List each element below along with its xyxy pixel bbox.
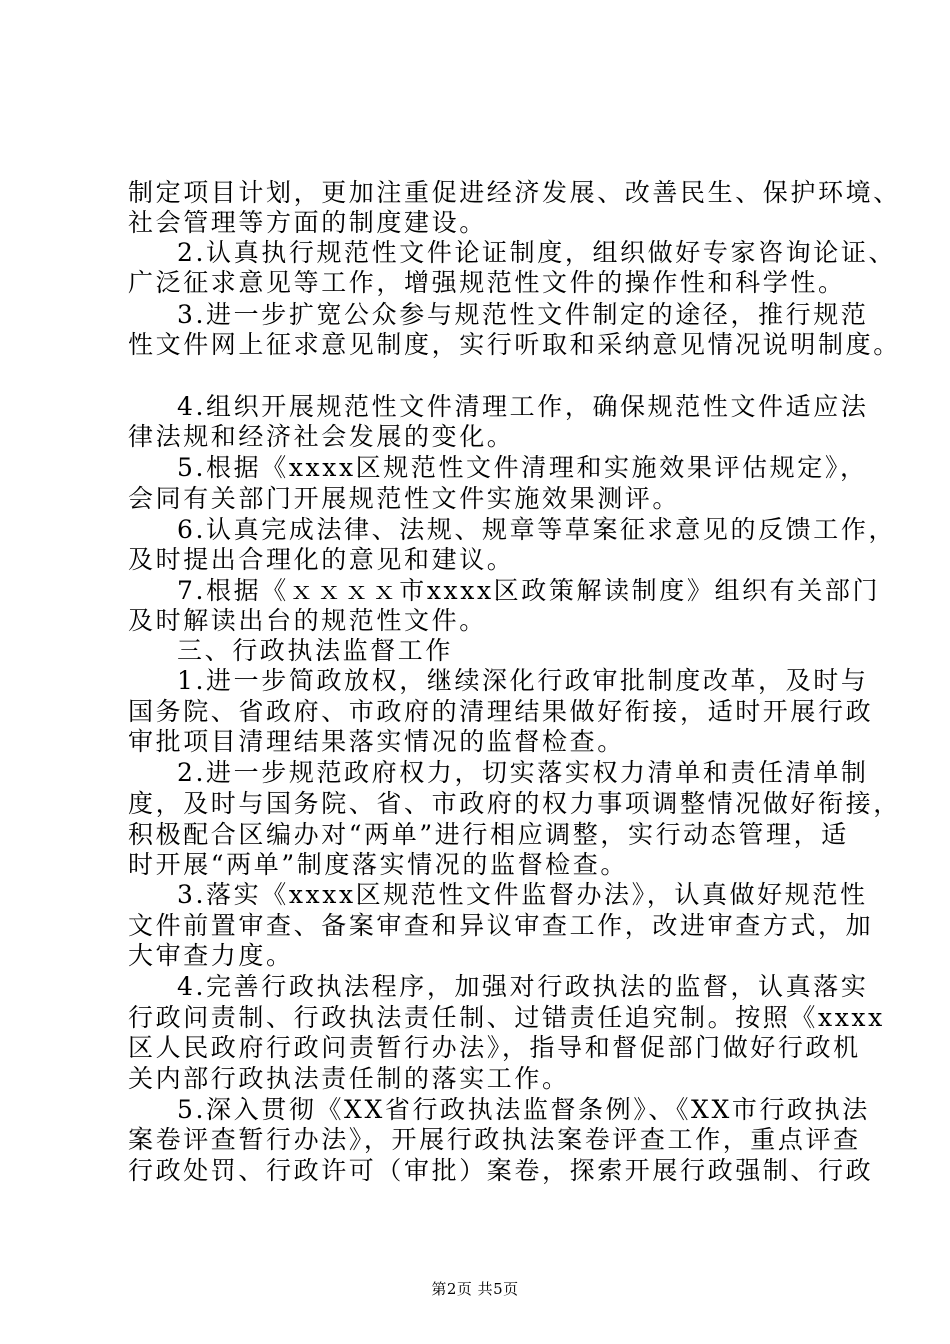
- text-line: 案卷评查暂行办法》，开展行政执法案卷评查工作，重点评查: [128, 1125, 861, 1154]
- text-line: 广泛征求意见等工作，增强规范性文件的操作性和科学性。: [128, 268, 846, 297]
- text-line: 积极配合区编办对“两单”进行相应调整，实行动态管理，适: [128, 820, 849, 849]
- text-line: 5.深入贯彻《XX省行政执法监督条例》、《XX市行政执法: [177, 1095, 870, 1124]
- text-line: 及时提出合理化的意见和建议。: [128, 545, 515, 574]
- text-line: 行政问责制、行政执法责任制、过错责任追究制。按照《xxxx: [128, 1003, 885, 1032]
- text-line: 3.落实《xxxx区规范性文件监督办法》，认真做好规范性: [177, 880, 868, 909]
- text-line: 审批项目清理结果落实情况的监督检查。: [128, 727, 625, 756]
- text-line: 4.完善行政执法程序，加强对行政执法的监督，认真落实: [177, 972, 869, 1001]
- text-line: 关内部行政执法责任制的落实工作。: [128, 1064, 570, 1093]
- text-line: 文件前置审查、备案审查和异议审查工作，改进审查方式，加: [128, 911, 874, 940]
- text-line: 5.根据《xxxx区规范性文件清理和实施效果评估规定》，: [177, 453, 868, 482]
- text-line: 行政处罚、行政许可（审批）案卷，探索开展行政强制、行政: [128, 1156, 874, 1185]
- text-line: 区人民政府行政问责暂行办法》，指导和督促部门做好行政机: [128, 1033, 861, 1062]
- section-heading: 三、行政执法监督工作: [177, 636, 454, 665]
- text-line: 2.进一步规范政府权力，切实落实权力清单和责任清单制: [177, 758, 869, 787]
- text-line: 7.根据《ｘｘｘｘ市xxxx区政策解读制度》组织有关部门: [177, 576, 881, 605]
- text-line: 性文件网上征求意见制度，实行听取和采纳意见情况说明制度。: [128, 330, 901, 359]
- text-line: 4.组织开展规范性文件清理工作，确保规范性文件适应法: [177, 392, 869, 421]
- text-line: 及时解读出台的规范性文件。: [128, 606, 487, 635]
- text-line: 2.认真执行规范性文件论证制度，组织做好专家咨询论证、: [177, 238, 897, 267]
- text-line: 社会管理等方面的制度建设。: [128, 208, 487, 237]
- page-footer: 第2页 共5页: [431, 1280, 519, 1298]
- text-line: 度，及时与国务院、省、市政府的权力事项调整情况做好衔接，: [128, 789, 901, 818]
- text-line: 6.认真完成法律、法规、规章等草案征求意见的反馈工作，: [177, 515, 897, 544]
- text-line: 3.进一步扩宽公众参与规范性文件制定的途径，推行规范: [177, 300, 869, 329]
- text-line: 制定项目计划，更加注重促进经济发展、改善民生、保护环境、: [128, 178, 901, 207]
- text-line: 律法规和经济社会发展的变化。: [128, 422, 515, 451]
- text-line: 大审查力度。: [128, 941, 294, 970]
- text-line: 国务院、省政府、市政府的清理结果做好衔接，适时开展行政: [128, 697, 874, 726]
- text-line: 时开展“两单”制度落实情况的监督检查。: [128, 850, 628, 879]
- text-line: 会同有关部门开展规范性文件实施效果测评。: [128, 484, 681, 513]
- text-line: 1.进一步简政放权，继续深化行政审批制度改革，及时与: [177, 666, 869, 695]
